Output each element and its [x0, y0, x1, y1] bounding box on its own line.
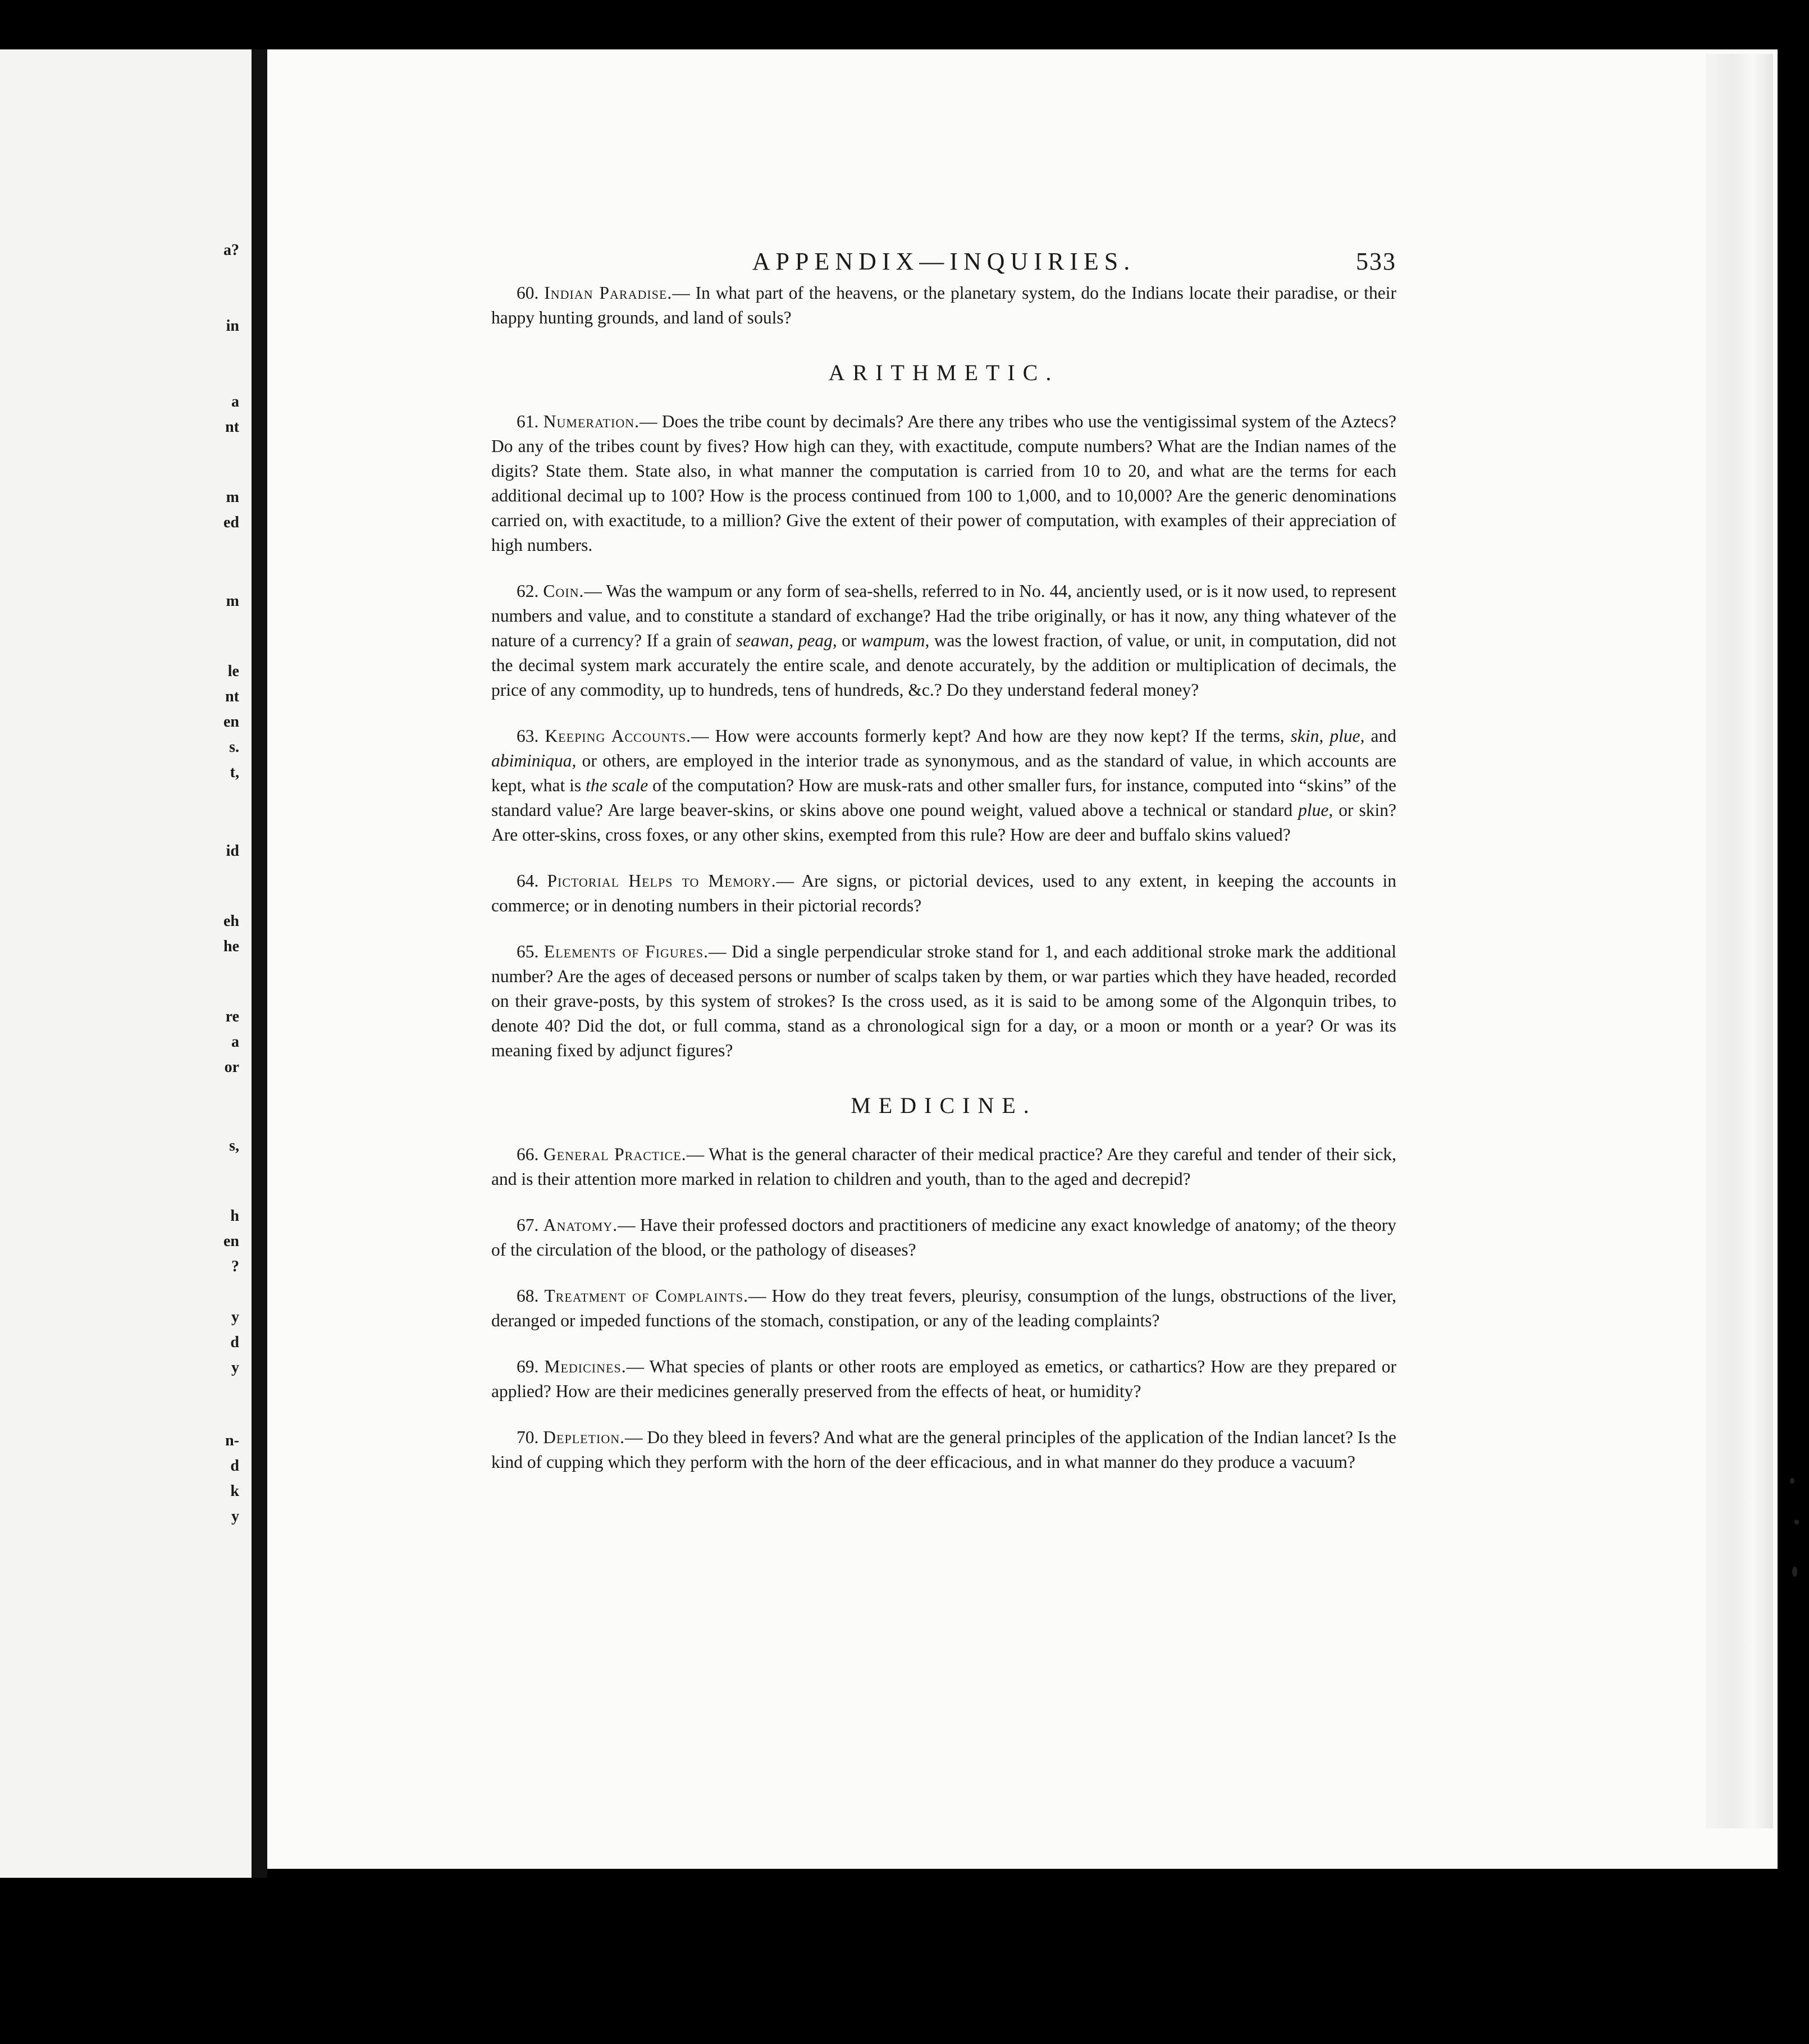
entry-67: [491, 1213, 1396, 1262]
entry-heading: Treatment of Complaints.: [544, 1286, 749, 1306]
entry-60: [491, 281, 1396, 330]
entry-text: — Did a single perpendicular stroke stand for 1, and each additional stroke mark the additional number? Are the ages of deceased persons or number of scalps taken by them, or war parties which they have headed, recorded on their grave-posts, by this system of strokes? Is the cross used, as it is said to be among some of the Algonquin tribes, to denote 40? Did the dot, or full comma, stand as a chronological sign for a day, or a moon or month or a year? Or was its meaning fixed by adjunct figures?: [491, 942, 1396, 1060]
left-page-fragment: en: [223, 1233, 239, 1250]
entry-text: — How were accounts formerly kept? And how are they now kept? If the terms,: [691, 726, 1291, 746]
left-page-fragment: or: [224, 1058, 239, 1076]
entry-65: [491, 939, 1396, 1063]
entry-63: [491, 724, 1396, 847]
entry-heading: Anatomy.: [543, 1215, 618, 1235]
entry-text: was the lowest fraction, of value, or unit, in computation, did not the decimal system mark accurately the entire scale, and denote accurately, by the addition or multiplication of decimals, the price of any commodity, up to hundreds, tens of hundreds, &c.? Do they understand federal money?: [491, 631, 1396, 700]
running-head-title: APPENDIX—INQUIRIES.: [752, 248, 1136, 275]
page-number: 533: [1356, 248, 1396, 275]
left-page-fragment: h: [230, 1207, 239, 1225]
entry-69: [491, 1354, 1396, 1404]
left-page-fragment: ?: [231, 1258, 239, 1275]
left-page-fragment: d: [230, 1457, 239, 1475]
entry-number: 70.: [517, 1427, 539, 1447]
left-page-fragment: in: [226, 317, 239, 335]
left-page-fragment: he: [223, 938, 239, 955]
left-page-fragment: en: [223, 713, 239, 731]
left-page-fragment: eh: [223, 912, 239, 930]
entry-heading: Pictorial Helps to Memory.: [547, 871, 776, 891]
entry-heading: Depletion.: [543, 1427, 625, 1447]
entry-text: or others, are employed in the interior trade as synonymous, and as the standard of value, in which accounts are kept, what is: [491, 751, 1396, 795]
entry-number: 65.: [517, 942, 539, 961]
entry-number: 61.: [517, 412, 539, 431]
entry-number: 63.: [517, 726, 539, 746]
entry-number: 68.: [517, 1286, 539, 1306]
page-text-block: [491, 247, 1396, 1496]
left-page-fragment: id: [226, 842, 239, 860]
left-page-fragment: m: [226, 592, 239, 610]
entry-text: and: [1364, 726, 1396, 746]
left-page-fragment: y: [231, 1359, 239, 1376]
entry-number: 64.: [517, 871, 539, 891]
left-page-fragment: s,: [229, 1137, 239, 1155]
entry-italic-term: the scale: [586, 775, 648, 795]
entry-italic-term: skin, plue,: [1290, 726, 1365, 746]
entry-62: [491, 579, 1396, 702]
entry-heading: Elements of Figures.: [544, 942, 709, 961]
entry-heading: Keeping Accounts.: [545, 726, 692, 746]
left-page-fragment: k: [230, 1482, 239, 1500]
left-page-fragment: y: [231, 1508, 239, 1525]
entry-text: — Are signs, or pictorial devices, used to any extent, in keeping the accounts in commerce; or in denoting numbers in their pictorial records?: [491, 871, 1397, 915]
left-page-fragment: a?: [223, 241, 239, 259]
entry-number: 66.: [517, 1144, 539, 1164]
entry-heading: Coin.: [543, 581, 584, 601]
entry-text: — What species of plants or other roots are employed as emetics, or cathartics? How are they prepared or applied? How are their medicines generally preserved from the effects of heat, or humidity?: [491, 1357, 1396, 1401]
left-page-fragment: t,: [230, 764, 239, 781]
left-page-fragment: n-: [225, 1432, 239, 1449]
page-edge: [1706, 54, 1773, 1828]
entry-italic-term: abiminiqua,: [491, 751, 577, 770]
entry-text: — What is the general character of their medical practice? Are they careful and tender of their sick, and is their attention more marked in relation to children and youth, than to the aged and decrepid?: [491, 1144, 1396, 1189]
entry-number: 60.: [517, 283, 539, 303]
entry-text: — Was the wampum or any form of sea-shells, referred to in No. 44, anciently used, or is it now used, to represent numbers and value, and to constitute a standard of exchange? Had the tribe originally, or has it now, any thing whatever of the nature of a currency? If a grain of: [491, 581, 1396, 650]
left-page-fragment: m: [226, 489, 239, 506]
entry-heading: Medicines.: [544, 1357, 627, 1376]
entry-italic-term: plue,: [1298, 800, 1333, 820]
left-page-fragment: nt: [225, 418, 239, 436]
scan-speck: [1794, 1520, 1799, 1525]
left-page-fragment: a: [231, 1033, 239, 1051]
entry-61: [491, 409, 1396, 558]
entry-text: — How do they treat fevers, pleurisy, consumption of the lungs, obstructions of the liver, deranged or impeded functions of the stomach, constipation, or any of the leading complaints?: [491, 1286, 1397, 1330]
left-page-fragment: d: [230, 1334, 239, 1351]
scan-speck: [1792, 1567, 1797, 1577]
entry-text: or: [837, 631, 861, 650]
entry-64: [491, 869, 1396, 918]
entry-number: 69.: [517, 1357, 539, 1376]
left-page-fragment: a: [231, 393, 239, 410]
entry-number: 62.: [517, 581, 539, 601]
entry-text: — Does the tribe count by decimals? Are there any tribes who use the ventigissimal system of the Aztecs? Do any of the tribes count by fives? How high can they, with exactitude, compute numbers? What are the Indian names of the digits? State them. State also, in what manner the computation is carried from 10 to 20, and what are the terms for each additional decimal up to 100? How is the process continued from 100 to 1,000, and to 10,000? Are the generic denominations carried on, with exactitude, to a million? Give the extent of their power of computation, with examples of their appreciation of high numbers.: [491, 412, 1397, 555]
section-heading-medicine: MEDICINE.: [851, 1093, 1037, 1118]
running-head: [491, 247, 1396, 281]
entry-68: [491, 1284, 1396, 1333]
entry-text: of the computation? How are musk-rats and other smaller furs, for instance, computed into “skins” of the standard value? Are large beaver-skins, or skins above one pound weight, valued above a technical or standard: [491, 775, 1396, 820]
left-page-fragment: ed: [223, 514, 239, 531]
entry-66: [491, 1142, 1396, 1192]
entry-heading: Indian Paradise.: [544, 283, 673, 303]
left-page-fragment: y: [231, 1308, 239, 1326]
entry-heading: General Practice.: [543, 1144, 687, 1164]
entry-heading: Numeration.: [543, 412, 639, 431]
left-page-fragment: le: [227, 663, 239, 680]
left-page-fragment: re: [225, 1008, 239, 1025]
scan-speck: [1790, 1478, 1794, 1484]
book-gutter: [252, 49, 267, 1878]
entry-text: or skin? Are otter-skins, cross foxes, or any other skins, exempted from this rule? How are deer and buffalo skins valued?: [491, 800, 1397, 845]
entry-70: [491, 1425, 1396, 1475]
entry-text: — In what part of the heavens, or the planetary system, do the Indians locate their paradise, or their happy hunting grounds, and land of souls?: [491, 283, 1396, 327]
left-page-fragment: nt: [225, 688, 239, 705]
entry-italic-term: wampum,: [861, 631, 930, 650]
left-page-fragment: s.: [229, 738, 239, 756]
entry-text: — Do they bleed in fevers? And what are the general principles of the application of the Indian lancet? Is the kind of cupping which they perform with the horn of the deer efficacious, and in what manner do they produce a vacuum?: [491, 1427, 1397, 1472]
section-heading-arithmetic: ARITHMETIC.: [828, 360, 1059, 385]
left-facing-page: [0, 49, 252, 1878]
entry-text: — Have their professed doctors and practitioners of medicine any exact knowledge of anatomy; of the theory of the circulation of the blood, or the pathology of diseases?: [491, 1215, 1397, 1260]
entry-italic-term: seawan, peag,: [736, 631, 837, 650]
entry-number: 67.: [517, 1215, 539, 1235]
